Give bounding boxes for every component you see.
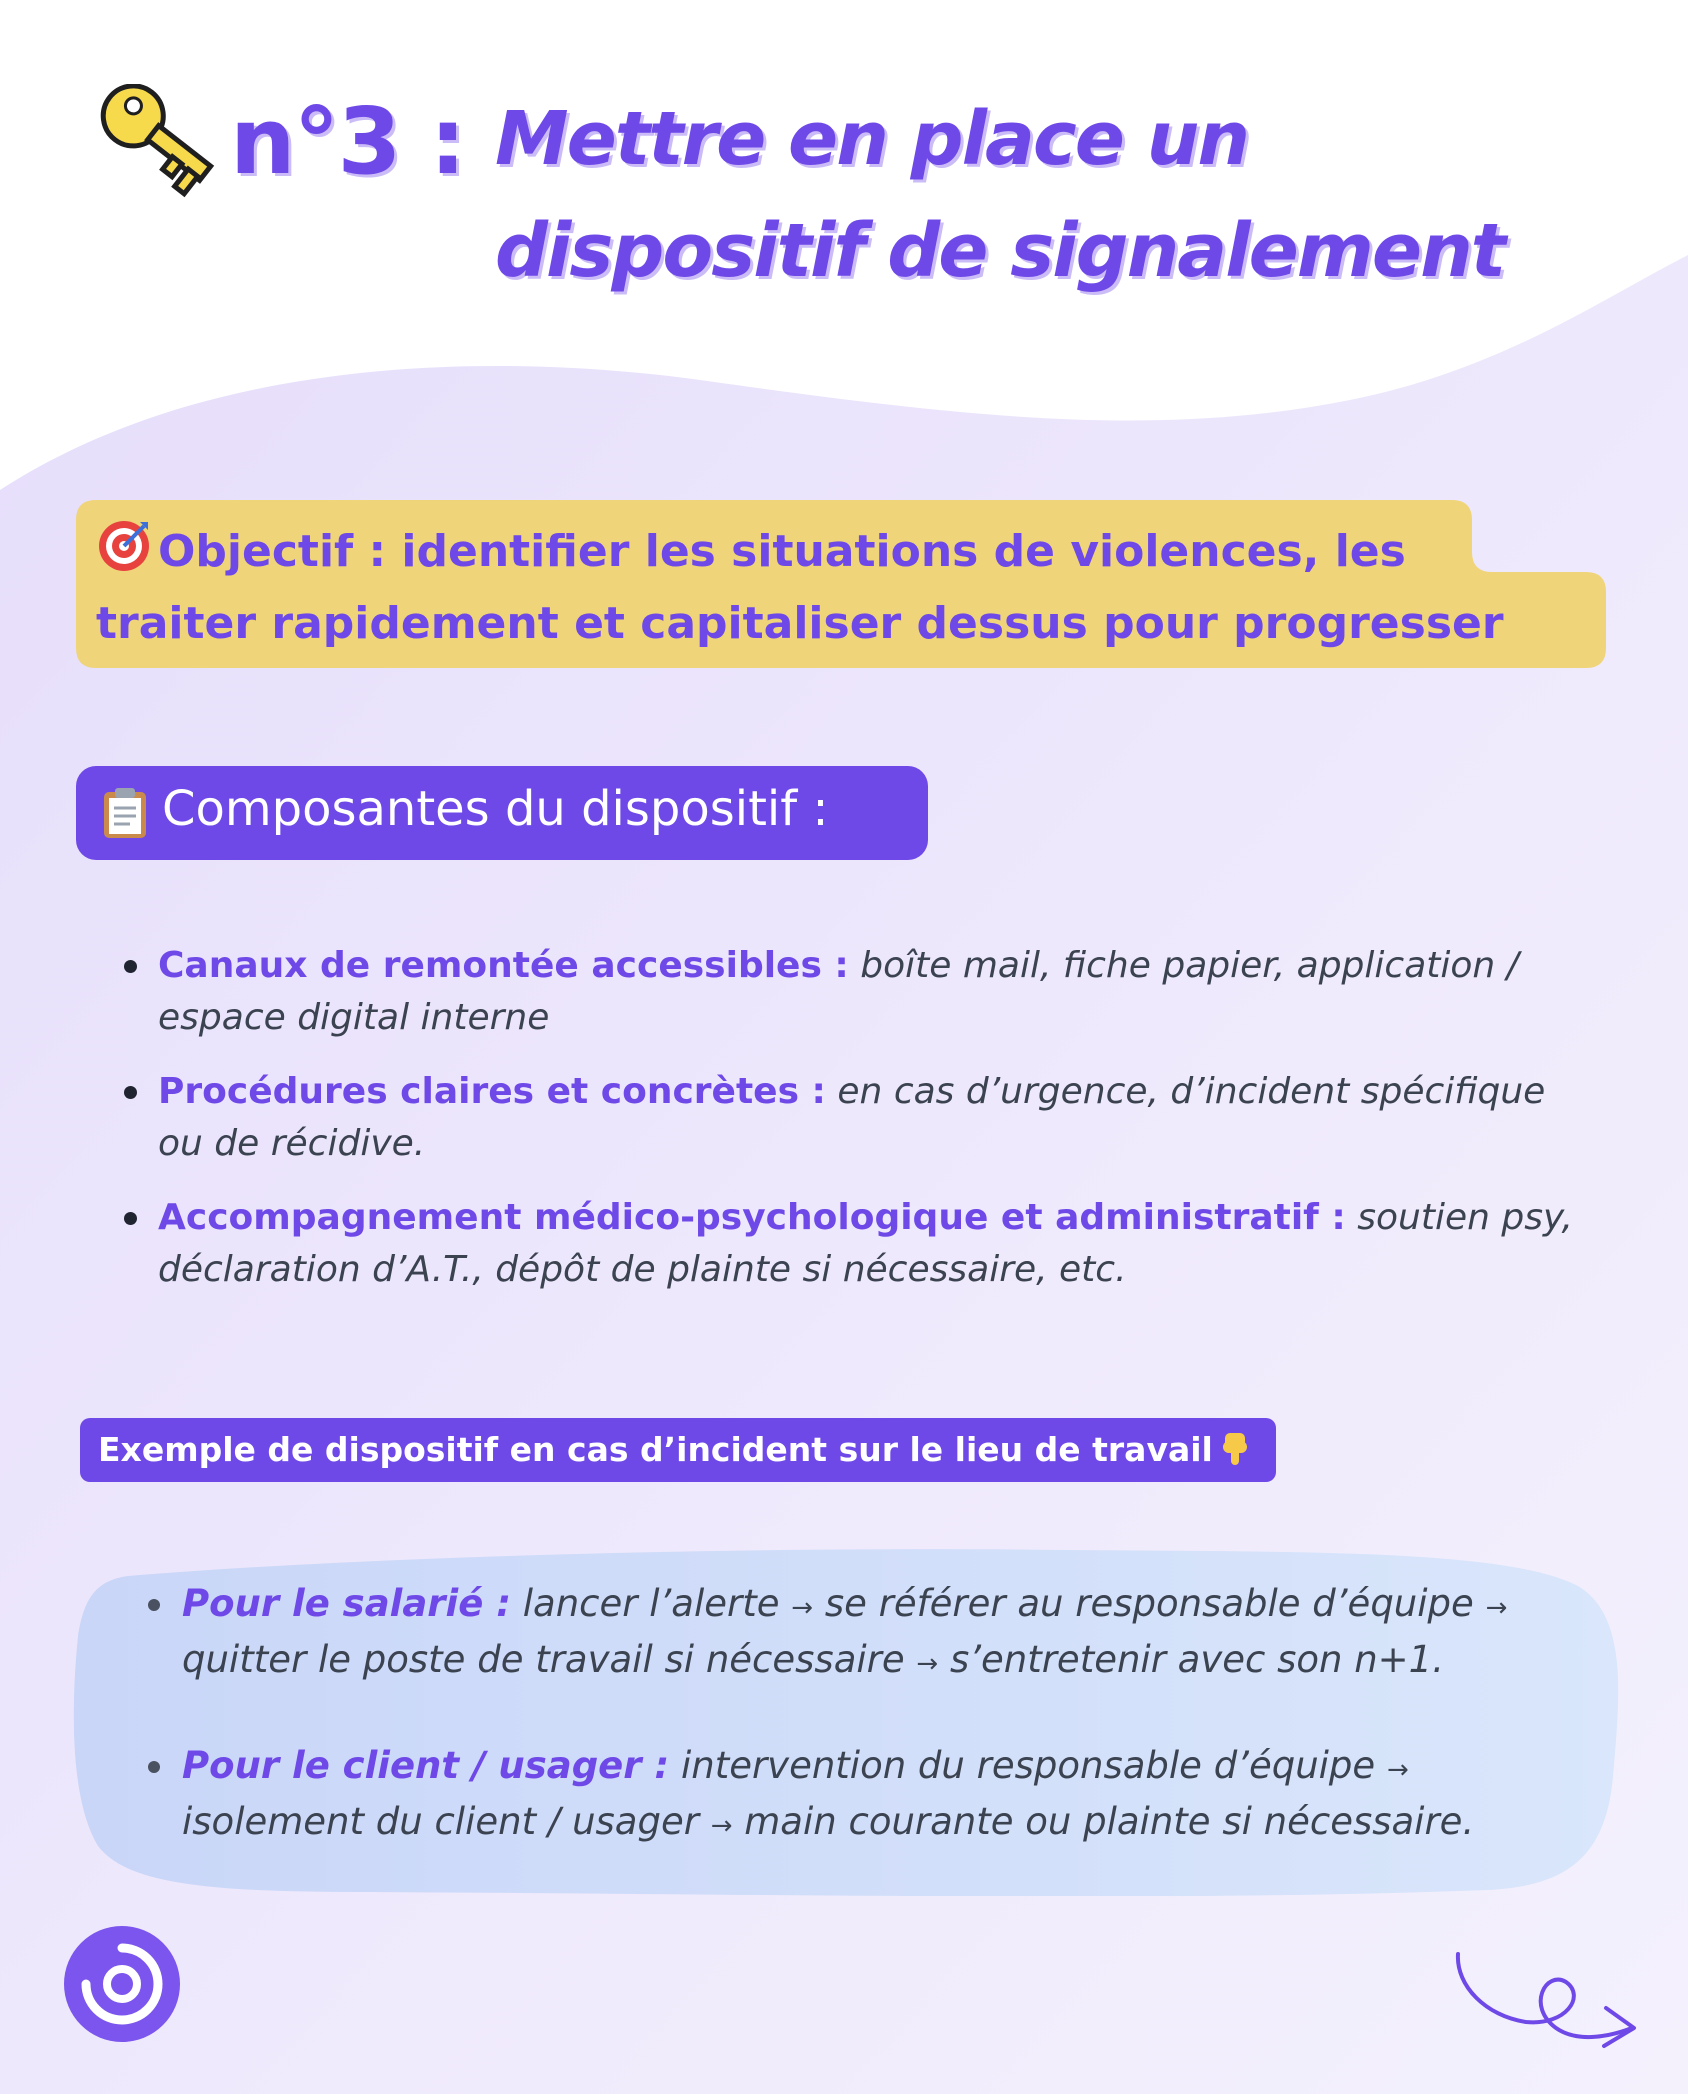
title-number: n°3 : xyxy=(230,88,465,195)
key-icon xyxy=(80,84,216,214)
clipboard-icon xyxy=(100,786,150,840)
objective-label: Objectif : xyxy=(158,526,387,577)
objective-line-1: identifier les situations de violences, les xyxy=(401,526,1406,577)
step-text: lancer l’alerte xyxy=(522,1582,780,1625)
arrow-icon: → xyxy=(916,1649,939,1679)
list-item xyxy=(120,1066,1580,1170)
bullet-icon xyxy=(124,1212,137,1225)
item-label: Canaux de remontée accessibles : xyxy=(158,945,849,986)
item-text-1: en cas d’urgence, d’incident spécifique xyxy=(837,1071,1546,1112)
components-list xyxy=(120,940,1580,1318)
step-text: isolement du client / usager xyxy=(182,1800,699,1843)
example-title-text: Exemple de dispositif en cas d’incident sur le lieu de travail xyxy=(98,1430,1213,1469)
list-item xyxy=(120,940,1580,1044)
title-line-1: Mettre en place un xyxy=(495,96,1249,182)
bullet-icon xyxy=(124,1086,137,1099)
list-item xyxy=(144,1578,1564,1690)
arrow-icon: → xyxy=(791,1593,814,1623)
title-line-2: dispositif de signalement xyxy=(495,208,1505,294)
step-text: main courante ou plainte si nécessaire. xyxy=(744,1800,1475,1843)
pointing-down-icon xyxy=(1219,1431,1251,1467)
objective-block xyxy=(96,516,1596,660)
bullet-icon xyxy=(148,1761,160,1773)
arrow-icon: → xyxy=(1386,1755,1409,1785)
list-item xyxy=(144,1740,1564,1852)
item-label: Pour le salarié : xyxy=(182,1582,512,1625)
list-item xyxy=(120,1192,1580,1296)
next-arrow-icon[interactable] xyxy=(1446,1946,1640,2054)
item-text-2: déclaration d’A.T., dépôt de plainte si nécessaire, etc. xyxy=(158,1249,1127,1290)
example-title xyxy=(98,1430,1251,1469)
arrow-icon: → xyxy=(710,1811,733,1841)
components-header xyxy=(76,766,928,860)
item-text-2: ou de récidive. xyxy=(158,1123,426,1164)
components-title: Composantes du dispositif : xyxy=(162,781,829,837)
step-text: intervention du responsable d’équipe xyxy=(680,1744,1376,1787)
item-text-1: soutien psy, xyxy=(1357,1197,1573,1238)
step-text: se référer au responsable d’équipe xyxy=(824,1582,1474,1625)
example-list xyxy=(144,1578,1564,1902)
item-label: Accompagnement médico-psychologique et administratif : xyxy=(158,1197,1346,1238)
item-text-1: boîte mail, fiche papier, application / xyxy=(860,945,1519,986)
item-label: Procédures claires et concrètes : xyxy=(158,1071,826,1112)
bullet-icon xyxy=(148,1599,160,1611)
objective-line-2: traiter rapidement et capitaliser dessus pour progresser xyxy=(96,598,1504,649)
item-label: Pour le client / usager : xyxy=(182,1744,670,1787)
arrow-icon: → xyxy=(1485,1593,1508,1623)
item-text-2: espace digital interne xyxy=(158,997,550,1038)
step-text: s’entretenir avec son n+1. xyxy=(949,1638,1444,1681)
bullet-icon xyxy=(124,960,137,973)
step-text: quitter le poste de travail si nécessaire xyxy=(182,1638,905,1681)
example-header xyxy=(80,1418,1276,1482)
target-icon xyxy=(96,518,152,574)
brand-logo-icon xyxy=(62,1924,182,2044)
